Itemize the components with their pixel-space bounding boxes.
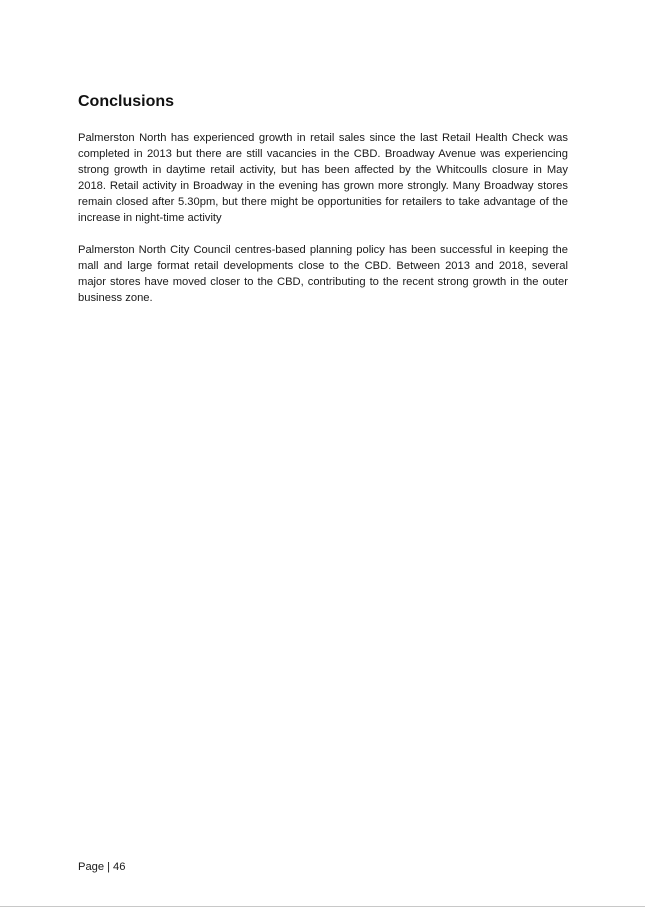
page-footer xyxy=(78,859,126,875)
paragraph-2: Palmerston North City Council centres-based planning policy has been successful in keeping the mall and large format retail developments close to the CBD. Between 2013 and 2018, several major stores have moved closer to the CBD, contributing to the recent strong growth in the outer business zone. xyxy=(78,244,568,304)
section-heading: Conclusions xyxy=(78,93,175,110)
footer-separator: | xyxy=(107,861,111,873)
paragraph-1: Palmerston North has experienced growth in retail sales since the last Retail Health Check was completed in 2013 but there are still vacancies in the CBD. Broadway Avenue was experiencing strong growth in daytime retail activity, but has been affected by the Whitcoulls closure in May 2018. Retail activity in Broadway in the evening has grown more strongly. Many Broadway stores remain closed after 5.30pm, but there might be opportunities for retailers to take advantage of the increase in night-time activity xyxy=(78,132,568,224)
page-label: Page xyxy=(78,861,105,873)
bottom-divider xyxy=(0,906,645,907)
page-number: 46 xyxy=(113,861,126,873)
